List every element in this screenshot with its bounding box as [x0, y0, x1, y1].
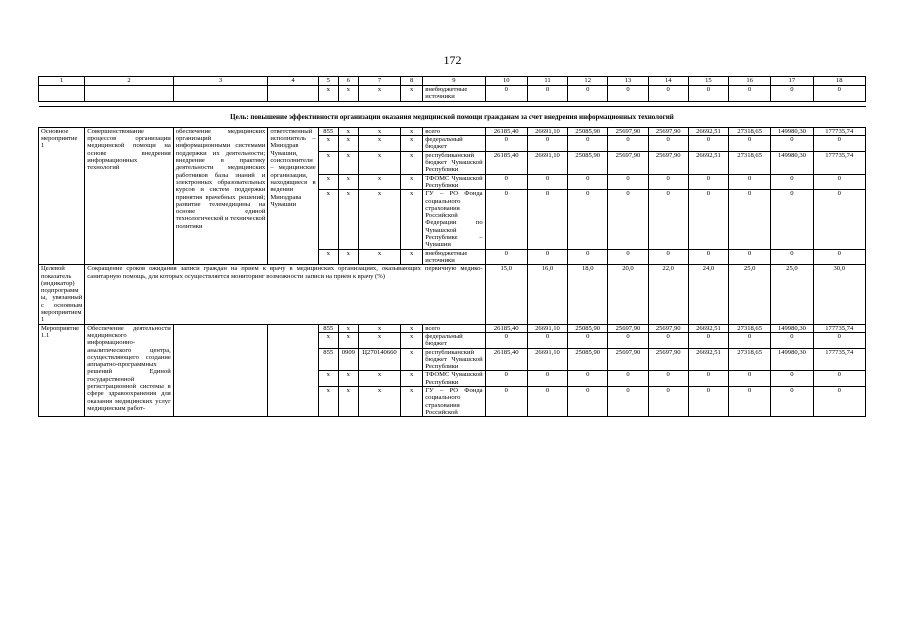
event-name: Основное мероприятие 1: [39, 127, 85, 264]
code-cell: x: [338, 174, 358, 190]
value-cell: 149980,30: [771, 151, 813, 174]
code-cell: x: [401, 151, 423, 174]
code-cell: x: [338, 332, 358, 348]
event-executor: ответственный исполнитель – Минздрав Чувашии, соисполнители – медицинские организации, находящиеся в ведении Минздрава Чувашии: [268, 127, 318, 264]
empty-cell: [173, 324, 268, 417]
header-cell: 13: [608, 77, 648, 86]
code-cell: x: [338, 136, 358, 152]
code-cell: x: [401, 190, 423, 249]
value-cell: 27318,65: [729, 324, 771, 332]
funding-source: всего: [423, 324, 485, 332]
header-cell: 8: [401, 77, 423, 86]
table-cell: 0: [688, 86, 728, 102]
value-cell: 0: [527, 371, 567, 387]
header-cell: 10: [485, 77, 527, 86]
indicator-text: Сокращение сроков ожидания записи граждан на прием к врачу в медицинских организациях, оказывающих первичную медико-санитарную помощь, для которых осуществляется мониторинг возможности записи на прием к врачу (%): [85, 265, 485, 324]
value-cell: 0: [485, 371, 527, 387]
table-cell: 0: [527, 86, 567, 102]
value-cell: 0: [608, 249, 648, 265]
value-cell: 0: [771, 174, 813, 190]
table-cell: 0: [771, 86, 813, 102]
value-cell: 0: [729, 371, 771, 387]
table-cell: 0: [813, 86, 865, 102]
funding-source: ТФОМС Чувашской Республики: [423, 371, 485, 387]
code-cell: x: [318, 249, 338, 265]
value-cell: 0: [688, 190, 728, 249]
code-cell: x: [318, 190, 338, 249]
header-cell: 12: [568, 77, 608, 86]
value-cell: 149980,30: [771, 127, 813, 135]
code-cell: x: [358, 127, 400, 135]
value-cell: 26692,51: [688, 324, 728, 332]
value-cell: 26691,10: [527, 324, 567, 332]
value-cell: 0: [485, 249, 527, 265]
table-body: [39, 77, 866, 417]
table-row: [39, 127, 866, 135]
value-cell: 0: [568, 386, 608, 416]
value-cell: 0: [485, 386, 527, 416]
code-cell: x: [318, 371, 338, 387]
event-result: обеспечение медицинских организаций информационными системами поддержки их деятельности; внедрение в практику деятельности медицинских работников базы знаний и электронных образовательных курсов и систем поддержки принятия врачебных решений; развитие телемедицины на основе единой технологической и технической политики: [173, 127, 268, 264]
event-name: Мероприятие 1.1: [39, 324, 85, 417]
code-cell: x: [338, 190, 358, 249]
value-cell: 0: [729, 174, 771, 190]
header-cell: 14: [648, 77, 688, 86]
value-cell: 25697,90: [608, 324, 648, 332]
value-cell: 0: [688, 332, 728, 348]
value-cell: 0: [527, 174, 567, 190]
value-cell: 27318,65: [729, 127, 771, 135]
header-cell: 18: [813, 77, 865, 86]
value-cell: 0: [608, 190, 648, 249]
value-cell: 0: [648, 249, 688, 265]
value-cell: 25697,90: [648, 324, 688, 332]
table-cell: 0: [608, 86, 648, 102]
goal-text: Цель: повышение эффективности организации оказания медицинской помощи гражданам за счет внедрения информационных технологий: [230, 112, 674, 121]
code-cell: 855: [318, 348, 338, 371]
value-cell: 177735,74: [813, 151, 865, 174]
value-cell: 0: [648, 371, 688, 387]
code-cell: 0909: [338, 348, 358, 371]
code-cell: x: [318, 151, 338, 174]
event-title: Обеспечение деятельности медицинского информационно-аналитического центра, осуществляющего создание аппаратно-программных решений Единой государственной регистрационной системы в сфере здравоохранения для оказания медицинских услуг медицинским работ-: [85, 324, 174, 417]
value-cell: 25697,90: [608, 151, 648, 174]
value-cell: 0: [485, 332, 527, 348]
value-cell: 0: [568, 190, 608, 249]
code-cell: x: [338, 249, 358, 265]
value-cell: 26185,40: [485, 324, 527, 332]
code-cell: x: [401, 249, 423, 265]
value-cell: 177735,74: [813, 348, 865, 371]
indicator-value: 25,0: [771, 265, 813, 324]
value-cell: 26185,40: [485, 348, 527, 371]
value-cell: 0: [608, 371, 648, 387]
value-cell: 27318,65: [729, 151, 771, 174]
value-cell: 0: [568, 136, 608, 152]
code-cell: x: [401, 174, 423, 190]
code-cell: x: [358, 324, 400, 332]
code-cell: x: [318, 174, 338, 190]
value-cell: 0: [729, 249, 771, 265]
code-cell: 855: [318, 324, 338, 332]
indicator-value: 22,0: [648, 265, 688, 324]
value-cell: 0: [648, 190, 688, 249]
value-cell: 0: [771, 190, 813, 249]
funding-source: федеральный бюджет: [423, 136, 485, 152]
table-cell: x: [318, 86, 338, 102]
value-cell: 0: [771, 371, 813, 387]
table-cell: 0: [648, 86, 688, 102]
value-cell: 0: [527, 332, 567, 348]
value-cell: 0: [688, 174, 728, 190]
table-cell: 0: [568, 86, 608, 102]
code-cell: x: [338, 324, 358, 332]
funding-source: ТФОМС Чувашской Республики: [423, 174, 485, 190]
code-cell: x: [358, 151, 400, 174]
code-cell: x: [358, 371, 400, 387]
value-cell: 26691,10: [527, 151, 567, 174]
value-cell: 25697,90: [648, 151, 688, 174]
code-cell: 855: [318, 127, 338, 135]
header-cell: 11: [527, 77, 567, 86]
table-cell: 0: [485, 86, 527, 102]
value-cell: 149980,30: [771, 348, 813, 371]
code-cell: x: [338, 371, 358, 387]
code-cell: x: [358, 332, 400, 348]
value-cell: 25697,90: [648, 127, 688, 135]
funding-source: внебюджетные источники: [423, 249, 485, 265]
table-cell: 0: [729, 86, 771, 102]
code-cell: x: [401, 136, 423, 152]
value-cell: 27318,65: [729, 348, 771, 371]
code-cell: x: [338, 127, 358, 135]
value-cell: 25085,90: [568, 324, 608, 332]
value-cell: 0: [568, 371, 608, 387]
empty-cell: [173, 86, 268, 102]
code-cell: x: [358, 174, 400, 190]
header-cell: 4: [268, 77, 318, 86]
value-cell: 0: [527, 386, 567, 416]
value-cell: 0: [608, 136, 648, 152]
header-cell: 9: [423, 77, 485, 86]
code-cell: x: [401, 324, 423, 332]
value-cell: 0: [813, 249, 865, 265]
funding-source: республиканский бюджет Чувашской Республики: [423, 348, 485, 371]
header-cell: 7: [358, 77, 400, 86]
value-cell: 0: [771, 249, 813, 265]
empty-cell: [268, 324, 318, 417]
value-cell: 26691,10: [527, 348, 567, 371]
value-cell: 26692,51: [688, 348, 728, 371]
value-cell: 0: [688, 136, 728, 152]
table-row: [39, 324, 866, 332]
value-cell: 0: [771, 332, 813, 348]
table-row: [39, 86, 866, 102]
value-cell: 0: [813, 332, 865, 348]
funding-source: республиканский бюджет Чувашской Республики: [423, 151, 485, 174]
value-cell: 0: [813, 386, 865, 416]
page-number: 172: [443, 53, 462, 67]
funding-source: ГУ – РО Фонда социального страхования Российской: [423, 386, 485, 416]
code-cell: x: [318, 386, 338, 416]
goal-row: [39, 106, 866, 127]
indicator-name: Целевой показатель (индикатор) подпрограммы, увязанный с основным мероприятием 1: [39, 265, 85, 324]
indicator-value: 15,0: [485, 265, 527, 324]
table-cell: x: [401, 86, 423, 102]
code-cell: x: [358, 249, 400, 265]
event-title: Совершенствование процессов организации медицинской помощи на основе внедрения информационных технологий: [85, 127, 174, 264]
code-cell: x: [401, 348, 423, 371]
value-cell: 25085,90: [568, 151, 608, 174]
header-cell: 3: [173, 77, 268, 86]
value-cell: 26185,40: [485, 151, 527, 174]
indicator-value: 30,0: [813, 265, 865, 324]
value-cell: 0: [729, 332, 771, 348]
header-cell: 1: [39, 77, 85, 86]
program-table: [38, 76, 866, 417]
value-cell: 0: [568, 174, 608, 190]
value-cell: 0: [771, 136, 813, 152]
value-cell: 0: [688, 371, 728, 387]
table-cell: x: [358, 86, 400, 102]
value-cell: 177735,74: [813, 324, 865, 332]
value-cell: 0: [688, 249, 728, 265]
value-cell: 0: [729, 190, 771, 249]
value-cell: 25085,90: [568, 348, 608, 371]
code-cell: x: [401, 127, 423, 135]
value-cell: 0: [648, 136, 688, 152]
value-cell: 25697,90: [608, 127, 648, 135]
header-cell: 17: [771, 77, 813, 86]
value-cell: 149980,30: [771, 324, 813, 332]
value-cell: 0: [527, 249, 567, 265]
indicator-value: 20,0: [608, 265, 648, 324]
code-cell: x: [318, 136, 338, 152]
indicator-value: 24,0: [688, 265, 728, 324]
value-cell: 0: [729, 386, 771, 416]
value-cell: 0: [648, 386, 688, 416]
code-cell: x: [401, 386, 423, 416]
value-cell: 0: [813, 136, 865, 152]
value-cell: 0: [485, 136, 527, 152]
value-cell: 0: [688, 386, 728, 416]
value-cell: 0: [485, 174, 527, 190]
value-cell: 26185,40: [485, 127, 527, 135]
value-cell: 0: [648, 174, 688, 190]
value-cell: 0: [485, 190, 527, 249]
header-cell: 2: [85, 77, 174, 86]
code-cell: x: [401, 371, 423, 387]
value-cell: 0: [608, 174, 648, 190]
header-cell: 15: [688, 77, 728, 86]
value-cell: 0: [527, 136, 567, 152]
value-cell: 25697,90: [648, 348, 688, 371]
indicator-value: 25,0: [729, 265, 771, 324]
table-cell: внебюджетные источники: [423, 86, 485, 102]
value-cell: 0: [729, 136, 771, 152]
code-cell: x: [358, 190, 400, 249]
value-cell: 0: [813, 371, 865, 387]
funding-source: федеральный бюджет: [423, 332, 485, 348]
code-cell: x: [401, 332, 423, 348]
value-cell: 25085,90: [568, 127, 608, 135]
value-cell: 0: [608, 332, 648, 348]
value-cell: 0: [648, 332, 688, 348]
code-cell: Ц270140660: [358, 348, 400, 371]
funding-source: ГУ – РО Фонда социального страхования Российской Федерации по Чувашской Республике – Чувашии: [423, 190, 485, 249]
code-cell: x: [338, 151, 358, 174]
indicator-row: [39, 265, 866, 324]
empty-cell: [39, 86, 85, 102]
value-cell: 26691,10: [527, 127, 567, 135]
funding-source: всего: [423, 127, 485, 135]
value-cell: 26692,51: [688, 127, 728, 135]
code-cell: x: [318, 332, 338, 348]
value-cell: 0: [771, 386, 813, 416]
code-cell: x: [338, 386, 358, 416]
value-cell: 25697,90: [608, 348, 648, 371]
value-cell: 177735,74: [813, 127, 865, 135]
code-cell: x: [358, 136, 400, 152]
empty-cell: [85, 86, 174, 102]
value-cell: 0: [813, 174, 865, 190]
header-cell: 6: [338, 77, 358, 86]
indicator-value: 16,0: [527, 265, 567, 324]
value-cell: 0: [608, 386, 648, 416]
header-cell: 5: [318, 77, 338, 86]
header-cell: 16: [729, 77, 771, 86]
empty-cell: [268, 86, 318, 102]
indicator-value: 18,0: [568, 265, 608, 324]
header-row: [39, 77, 866, 86]
value-cell: 0: [568, 332, 608, 348]
value-cell: 0: [568, 249, 608, 265]
value-cell: 26692,51: [688, 151, 728, 174]
table-cell: x: [338, 86, 358, 102]
value-cell: 0: [813, 190, 865, 249]
code-cell: x: [358, 386, 400, 416]
value-cell: 0: [527, 190, 567, 249]
